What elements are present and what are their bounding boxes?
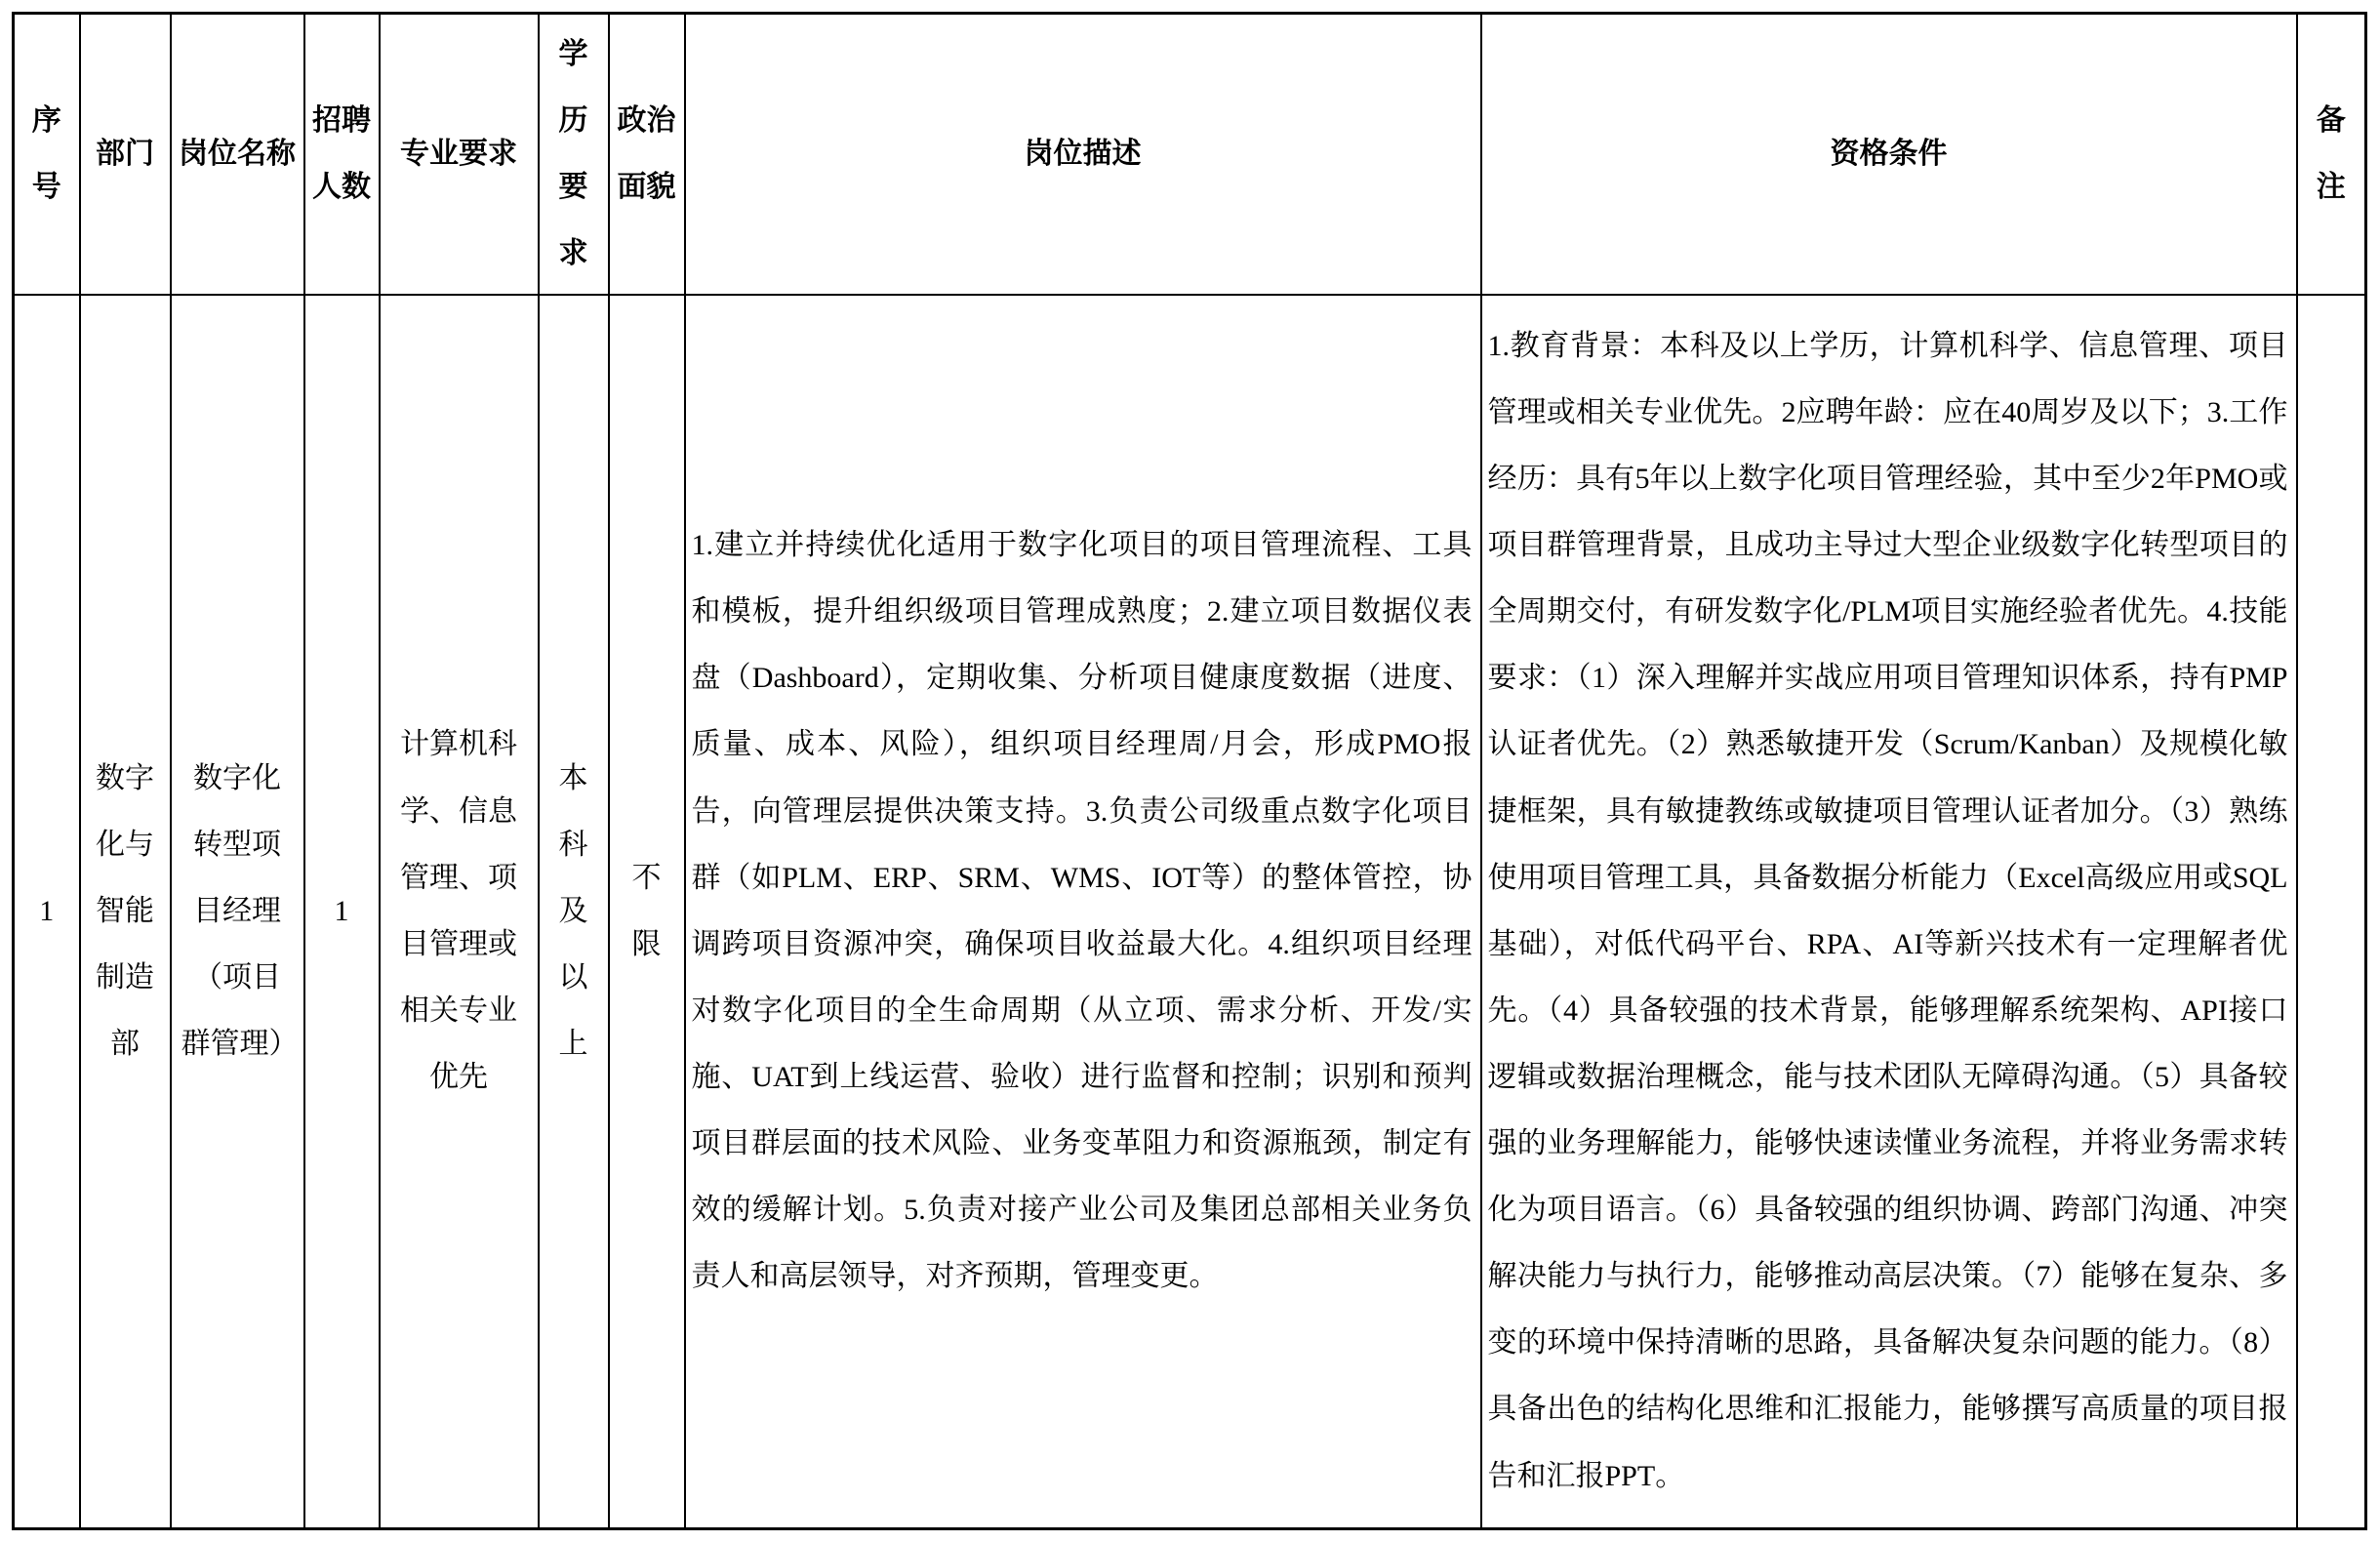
cell-qualifications: 1.教育背景：本科及以上学历，计算机科学、信息管理、项目管理或相关专业优先。2应聘年龄：应在40周岁及以下；3.工作经历：具有5年以上数字化项目管理经验，其中至少2年PMO或项目群管理背景，且成功主导过大型企业级数字化转型项目的全周期交付，有研发数字化/PLM项目实施经验者优先。4.技能要求：（1）深入理解并实战应用项目管理知识体系，持有PMP认证者优先。（2）熟悉敏捷开发（Scrum/Kanban）及规模化敏捷框架，具有敏捷教练或敏捷项目管理认证者加分。（3）熟练使用项目管理工具，具备数据分析能力（Excel高级应用或SQL基础），对低代码平台、RPA、AI等新兴技术有一定理解者优先。（4）具备较强的技术背景，能够理解系统架构、API接口逻辑或数据治理概念，能与技术团队无障碍沟通。（5）具备较强的业务理解能力，能够快速读懂业务流程，并将业务需求转化为项目语言。（6）具备较强的组织协调、跨部门沟通、冲突解决能力与执行力，能够推动高层决策。（7）能够在复杂、多变的环境中保持清晰的思路，具备解决复杂问题的能力。（8）具备出色的结构化思维和汇报能力，能够撰写高质量的项目报告和汇报PPT。 <box>1481 295 2297 1529</box>
col-header-major: 专业要求 <box>380 14 539 295</box>
col-header-department: 部门 <box>80 14 171 295</box>
cell-education: 本科及以上 <box>539 295 609 1529</box>
cell-seq: 1 <box>14 295 80 1529</box>
col-header-headcount: 招聘人数 <box>304 14 380 295</box>
col-header-job-description: 岗位描述 <box>685 14 1481 295</box>
col-header-position: 岗位名称 <box>171 14 304 295</box>
cell-major: 计算机科学、信息管理、项目管理或相关专业优先 <box>380 295 539 1529</box>
cell-political-status: 不限 <box>609 295 685 1529</box>
cell-headcount: 1 <box>304 295 380 1529</box>
col-header-political-status: 政治面貌 <box>609 14 685 295</box>
cell-job-description: 1.建立并持续优化适用于数字化项目的项目管理流程、工具和模板，提升组织级项目管理成熟度；2.建立项目数据仪表盘（Dashboard），定期收集、分析项目健康度数据（进度、质量、成本、风险），组织项目经理周/月会，形成PMO报告，向管理层提供决策支持。3.负责公司级重点数字化项目群（如PLM、ERP、SRM、WMS、IOT等）的整体管控，协调跨项目资源冲突，确保项目收益最大化。4.组织项目经理对数字化项目的全生命周期（从立项、需求分析、开发/实施、UAT到上线运营、验收）进行监督和控制；识别和预判项目群层面的技术风险、业务变革阻力和资源瓶颈，制定有效的缓解计划。5.负责对接产业公司及集团总部相关业务负责人和高层领导，对齐预期，管理变更。 <box>685 295 1481 1529</box>
cell-department: 数字化与智能制造部 <box>80 295 171 1529</box>
cell-position: 数字化转型项目经理（项目群管理） <box>171 295 304 1529</box>
cell-remarks <box>2297 295 2366 1529</box>
col-header-education: 学历要求 <box>539 14 609 295</box>
table-header-row <box>14 14 2366 295</box>
col-header-qualifications: 资格条件 <box>1481 14 2297 295</box>
table-row <box>14 295 2366 1529</box>
col-header-seq: 序号 <box>14 14 80 295</box>
recruitment-table <box>12 12 2367 1530</box>
col-header-remarks: 备注 <box>2297 14 2366 295</box>
